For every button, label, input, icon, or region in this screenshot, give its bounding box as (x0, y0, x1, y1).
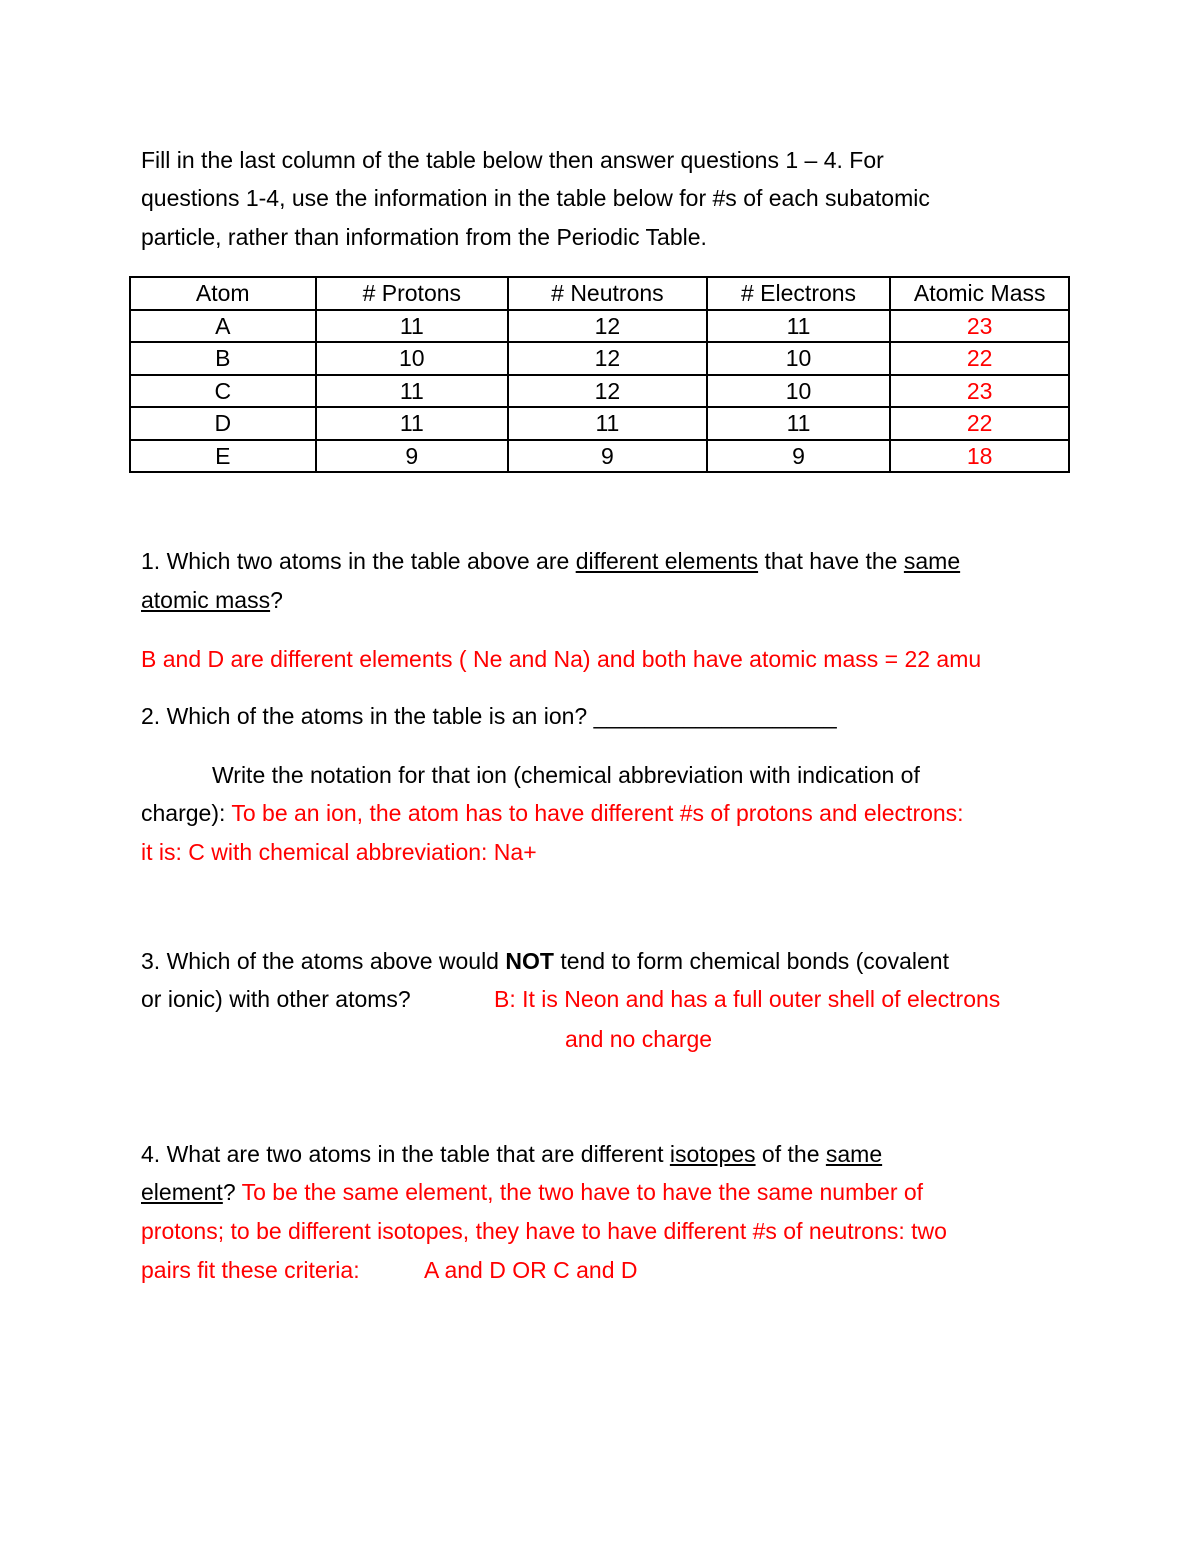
question-2-notation-line-2 (141, 798, 964, 828)
table-header: # Neutrons (508, 277, 707, 310)
question-3-line-1 (141, 946, 949, 976)
q3-bold-not: NOT (505, 948, 554, 974)
table-header: # Electrons (707, 277, 891, 310)
q4-underline-same: same (825, 1141, 883, 1167)
table-cell: 11 (316, 375, 509, 408)
table-cell: D (130, 407, 316, 440)
q1-underline-same: same (903, 548, 961, 574)
table-cell: E (130, 440, 316, 473)
table-cell: 11 (316, 310, 509, 343)
table-header: Atomic Mass (890, 277, 1069, 310)
table-cell: 11 (508, 407, 707, 440)
q1-underline-different-elements: different elements (575, 548, 759, 574)
q1-end: ? (270, 587, 283, 613)
table-header-row (130, 277, 1069, 310)
q4-end: ? (222, 1179, 242, 1205)
atoms-table (129, 276, 1070, 473)
table-header: # Protons (316, 277, 509, 310)
answer-3-line-1: B: It is Neon and has a full outer shell of electrons (494, 986, 1001, 1012)
answer-2-line-2: it is: C with chemical abbreviation: Na+ (141, 839, 537, 865)
q2-notation-prefix: charge): (141, 800, 232, 826)
table-cell: B (130, 342, 316, 375)
table-cell: C (130, 375, 316, 408)
table-row (130, 342, 1069, 375)
question-4-line-1 (141, 1139, 882, 1169)
q4-underline-element: element (141, 1179, 223, 1205)
q4-pre: 4. What are two atoms in the table that are different (141, 1141, 670, 1167)
table-cell: 12 (508, 375, 707, 408)
question-3-line-2: or ionic) with other atoms? (141, 986, 411, 1012)
q4-mid: of the (755, 1141, 826, 1167)
q1-pre: 1. Which two atoms in the table above are (141, 548, 576, 574)
question-4-line-2 (141, 1177, 923, 1207)
q3-pre: 3. Which of the atoms above would (141, 948, 506, 974)
table-cell: 11 (707, 310, 891, 343)
table-cell: 11 (707, 407, 891, 440)
table-cell: 9 (508, 440, 707, 473)
answer-3-line-2: and no charge (565, 1026, 713, 1052)
table-header: Atom (130, 277, 316, 310)
q4-underline-isotopes: isotopes (669, 1141, 756, 1167)
table-cell: 12 (508, 342, 707, 375)
table-row (130, 310, 1069, 343)
table-cell: 11 (316, 407, 509, 440)
atomic-mass-cell: 23 (890, 375, 1069, 408)
table-row (130, 407, 1069, 440)
table-row (130, 375, 1069, 408)
q1-underline-atomic-mass: atomic mass (141, 587, 271, 613)
atomic-mass-cell: 22 (890, 342, 1069, 375)
question-2-notation-line-1: Write the notation for that ion (chemical abbreviation with indication of (212, 762, 920, 788)
answer-2-line-1: To be an ion, the atom has to have different #s of protons and electrons: (231, 800, 964, 826)
atomic-mass-cell: 23 (890, 310, 1069, 343)
intro-line-1: Fill in the last column of the table below then answer questions 1 – 4. For (141, 147, 884, 173)
answer-4-line-2: protons; to be different isotopes, they have to have different #s of neutrons: two (141, 1218, 947, 1244)
table-cell: 12 (508, 310, 707, 343)
answer-4-line-3a: pairs fit these criteria: (141, 1257, 360, 1283)
question-1-line-2 (141, 585, 283, 615)
table-cell: 9 (316, 440, 509, 473)
table-cell: 10 (707, 375, 891, 408)
atomic-mass-cell: 22 (890, 407, 1069, 440)
table-cell: 10 (707, 342, 891, 375)
question-1-line-1 (141, 546, 960, 576)
table-cell: 10 (316, 342, 509, 375)
question-2: 2. Which of the atoms in the table is an ion? ___________________ (141, 703, 837, 729)
q3-post: tend to form chemical bonds (covalent (553, 948, 949, 974)
table-row (130, 440, 1069, 473)
atomic-mass-cell: 18 (890, 440, 1069, 473)
intro-line-3: particle, rather than information from the Periodic Table. (141, 224, 707, 250)
intro-line-2: questions 1-4, use the information in the table below for #s of each subatomic (141, 185, 930, 211)
table-cell: A (130, 310, 316, 343)
q1-mid: that have the (758, 548, 904, 574)
answer-4-line-3b: A and D OR C and D (424, 1257, 638, 1283)
table-cell: 9 (707, 440, 891, 473)
answer-4-line-1: To be the same element, the two have to have the same number of (241, 1179, 924, 1205)
answer-1: B and D are different elements ( Ne and Na) and both have atomic mass = 22 amu (141, 646, 982, 672)
